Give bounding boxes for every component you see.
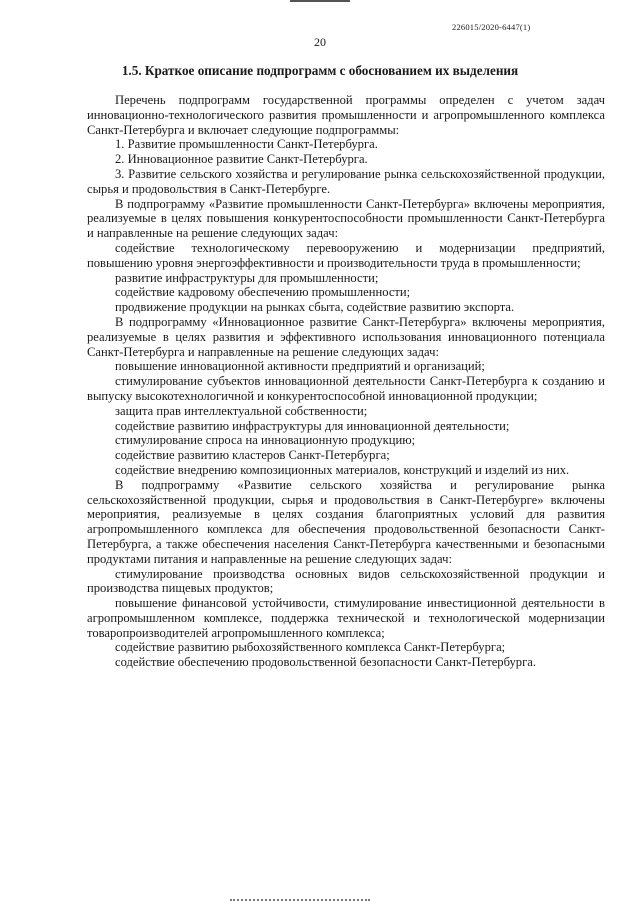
task-item: продвижение продукции на рынках сбыта, содействие развитию экспорта. (115, 300, 515, 315)
task-item: содействие развитию рыбохозяйственного комплекса Санкт-Петербурга; (115, 640, 506, 655)
document-body (87, 93, 605, 670)
task-item: содействие обеспечению продовольственной безопасности Санкт-Петербурга. (115, 655, 537, 670)
task-item: содействие развитию кластеров Санкт-Петербурга; (115, 448, 390, 463)
paragraph-intro: Перечень подпрограмм государственной программы определен с учетом задач инновационно-технологического развития промышленности и агропромышленного комплекса Санкт-Петербурга и включает следующие подпрограммы: (87, 93, 605, 137)
task-item: содействие внедрению композиционных материалов, конструкций и изделий из них. (115, 462, 570, 477)
task-item: развитие инфраструктуры для промышленности; (115, 270, 379, 285)
task-item: повышение инновационной активности предприятий и организаций; (115, 359, 485, 374)
task-item: содействие технологическому перевооружению и модернизации предприятий, повышению уровня энергоэффективности и производительности труда в промышленности; (87, 240, 605, 270)
task-item: стимулирование производства основных видов сельскохозяйственной продукции и производства пищевых продуктов; (87, 566, 605, 596)
task-item: защита прав интеллектуальной собственности; (115, 403, 368, 418)
list-item-subprogram-2: 2. Инновационное развитие Санкт-Петербурга. (115, 152, 368, 167)
list-item-subprogram-1: 1. Развитие промышленности Санкт-Петербурга. (115, 137, 378, 152)
task-item: стимулирование спроса на инновационную продукцию; (115, 433, 416, 448)
page-number: 20 (314, 35, 326, 49)
document-number: 226015/2020-6447(1) (452, 22, 531, 32)
bottom-rule (230, 899, 370, 903)
task-item: содействие развитию инфраструктуры для инновационной деятельности; (115, 418, 510, 433)
task-item: содействие кадровому обеспечению промышленности; (115, 285, 411, 300)
list-item-subprogram-3: 3. Развитие сельского хозяйства и регулирование рынка сельскохозяйственной продукции, сырья и продовольствия в Санкт-Петербурге. (87, 166, 605, 196)
section-heading: 1.5. Краткое описание подпрограмм с обоснованием их выделения (121, 63, 519, 78)
top-rule (290, 0, 350, 2)
paragraph-agriculture-subprogram: В подпрограмму «Развитие сельского хозяйства и регулирование рынка сельскохозяйственной продукции, сырья и продовольствия в Санкт-Петербурге» включены мероприятия, реализуемые в целях создания благоприятных условий для развития агропромышленного комплекса для обеспечения продовольственной безопасности Санкт-Петербурга, а также обеспечения населения Санкт-Петербурга качественными и безопасными продуктами питания и направленные на решение следующих задач: (87, 477, 605, 566)
task-item: повышение финансовой устойчивости, стимулирование инвестиционной деятельности в агропромышленном комплексе, поддержка технической и технологической модернизации товаропроизводителей агропромышленного комплекса; (87, 596, 605, 640)
paragraph-industry-subprogram: В подпрограмму «Развитие промышленности Санкт-Петербурга» включены мероприятия, реализуемые в целях повышения конкурентоспособности промышленности Санкт-Петербурга и направленные на решение следующих задач: (87, 196, 605, 241)
task-item: стимулирование субъектов инновационной деятельности Санкт-Петербурга к созданию и выпуску высокотехнологичной и конкурентоспособной инновационной продукции; (87, 374, 605, 403)
paragraph-innovation-subprogram: В подпрограмму «Инновационное развитие Санкт-Петербурга» включены мероприятия, реализуемые в целях развития и эффективного использования инновационного потенциала Санкт-Петербурга и направленные на решение следующих задач: (87, 314, 605, 359)
